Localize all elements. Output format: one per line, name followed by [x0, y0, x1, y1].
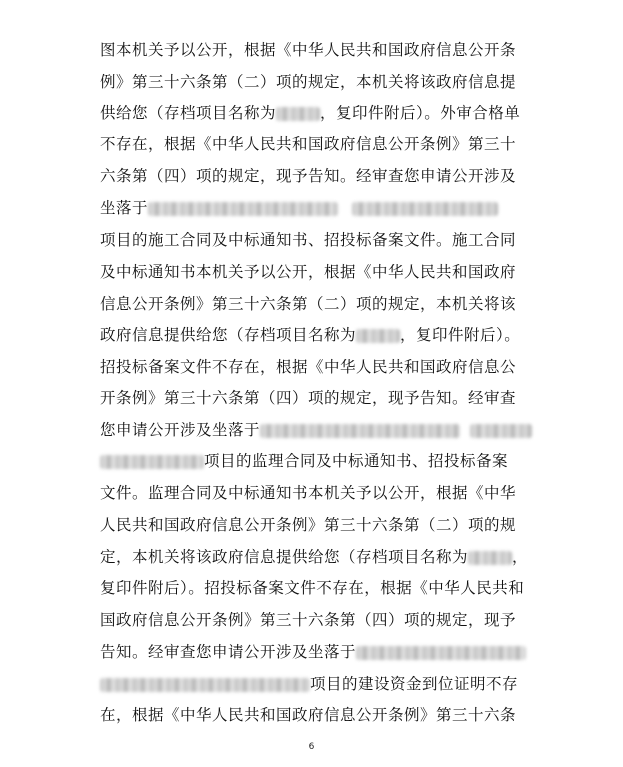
redacted-text: [470, 424, 532, 438]
redacted-text: [352, 202, 498, 216]
text-line-19: 国政府信息公开条例》第三十六条第（四）项的规定，现予: [100, 611, 517, 629]
text-segment: 供给您（存档项目名称为: [100, 104, 277, 122]
text-segment: ，复印件附后）。: [400, 326, 521, 344]
text-line-20: [100, 642, 530, 662]
text-line-13: [100, 420, 530, 440]
text-line-4: 不存在，根据《中华人民共和国政府信息公开条例》第三十: [100, 135, 517, 153]
text-line-6: [100, 198, 530, 218]
redacted-text: [100, 678, 310, 692]
text-segment: 告知。经审查您申请公开涉及坐落于: [100, 643, 357, 661]
text-segment: 定，本机关将该政府信息提供给您（存档项目名称为: [100, 548, 469, 566]
text-line-14: [100, 451, 530, 471]
redacted-text: [356, 646, 526, 660]
text-line-11: 招投标备案文件不存在，根据《中华人民共和国政府信息公: [100, 358, 517, 376]
redacted-text: [100, 455, 204, 469]
text-line-10: [100, 325, 530, 345]
redacted-text: [260, 424, 460, 438]
text-line-17: [100, 547, 530, 567]
text-segment: 您申请公开涉及坐落于: [100, 421, 261, 439]
text-line-5: 六条第（四）项的规定，现予告知。经审查您申请公开涉及: [100, 167, 517, 185]
text-line-22: 在，根据《中华人民共和国政府信息公开条例》第三十六条: [100, 706, 517, 724]
text-segment: 项目的监理合同及中标通知书、招投标备案: [204, 452, 509, 470]
redacted-text: [148, 202, 338, 216]
text-segment: 项目的建设资金到位证明不存: [310, 675, 519, 693]
text-segment: ，复印件附后）。外审合格单: [320, 104, 521, 122]
redacted-text: [356, 329, 400, 343]
text-line-8: 及中标通知书本机关予以公开，根据《中华人民共和国政府: [100, 263, 517, 281]
text-segment: 坐落于: [100, 199, 149, 217]
text-line-3: [100, 103, 530, 123]
text-segment: 政府信息提供给您（存档项目名称为: [100, 326, 357, 344]
text-line-9: 信息公开条例》第三十六条第（二）项的规定，本机关将该: [100, 295, 517, 313]
text-line-15: 文件。监理合同及中标通知书本机关予以公开，根据《中华: [100, 484, 517, 502]
redacted-text: [468, 551, 512, 565]
redacted-text: [276, 107, 320, 121]
text-line-2: 例》第三十六条第（二）项的规定，本机关将该政府信息提: [100, 73, 517, 91]
text-line-16: 人民共和国政府信息公开条例》第三十六条第（二）项的规: [100, 516, 517, 534]
text-line-12: 开条例》第三十六条第（四）项的规定，现予告知。经审查: [100, 389, 517, 407]
page-number: 6: [308, 742, 315, 752]
text-line-1: 图本机关予以公开，根据《中华人民共和国政府信息公开条: [100, 41, 517, 59]
text-line-21: [100, 674, 530, 694]
text-line-18: 复印件附后）。招投标备案文件不存在，根据《中华人民共和: [100, 579, 525, 597]
text-line-7: 项目的施工合同及中标通知书、招投标备案文件。施工合同: [100, 231, 517, 249]
text-segment: ，: [512, 548, 529, 566]
